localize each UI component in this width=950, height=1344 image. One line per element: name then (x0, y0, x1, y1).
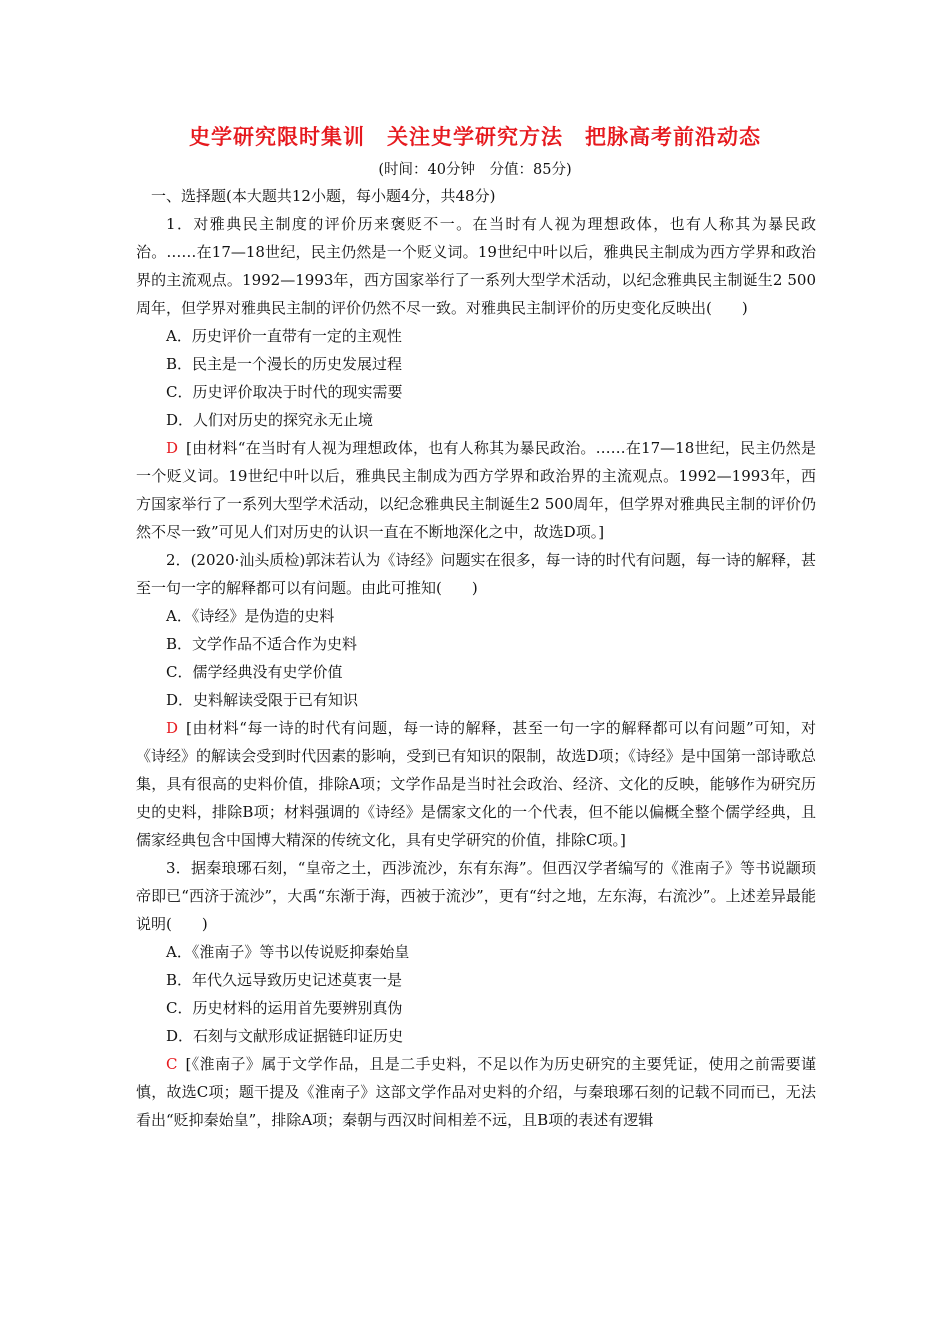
section-heading: 一、选择题(本大题共12小题，每小题4分，共48分) (151, 187, 496, 205)
question-3-option-c: C．历史材料的运用首先要辨别真伪 (166, 999, 403, 1017)
question-1-option-d: D．人们对历史的探究永无止境 (166, 411, 374, 429)
question-2-answer (136, 714, 816, 854)
page-title: 史学研究限时集训 关注史学研究方法 把脉高考前沿动态 (189, 124, 761, 149)
question-3-option-b: B．年代久远导致历史记述莫衷一是 (166, 971, 403, 989)
question-3-answer (136, 1050, 816, 1134)
question-2-option-b: B．文学作品不适合作为史料 (166, 635, 358, 653)
question-2-option-a: A．《诗经》是伪造的史料 (166, 607, 335, 625)
question-2-option-c: C．儒学经典没有史学价值 (166, 663, 343, 681)
answer-explanation: [由材料“在当时有人视为理想政体，也有人称其为暴民政治。……在17—18世纪，民主仍然是一个贬义词。19世纪中叶以后，雅典民主制成为西方学界和政治界的主流观点。1992—1993年，西方国家举行了一系列大型学术活动，以纪念雅典民主制诞生2 500周年，但学界对雅典民主制的评价仍然不尽一致”可见人们对历史的认识一直在不断地深化之中，故选D项。] (136, 439, 816, 541)
question-3-stem: 3．据秦琅琊石刻，“皇帝之土，西涉流沙，东有东海”。但西汉学者编写的《淮南子》等书说颛顼帝即已“西济于流沙”，大禹“东渐于海，西被于流沙”，更有“纣之地，左东海，右流沙”。上述差异最能说明( ) (136, 859, 816, 933)
answer-letter: D (166, 719, 179, 737)
question-1-stem: 1．对雅典民主制度的评价历来褒贬不一。在当时有人视为理想政体，也有人称其为暴民政治。……在17—18世纪，民主仍然是一个贬义词。19世纪中叶以后，雅典民主制成为西方学界和政治界的主流观点。1992—1993年，西方国家举行了一系列大型学术活动，以纪念雅典民主制诞生2 500周年，但学界对雅典民主制的评价仍然不尽一致。对雅典民主制评价的历史变化反映出( ) (136, 215, 816, 317)
question-1-option-b: B．民主是一个漫长的历史发展过程 (166, 355, 403, 373)
answer-explanation: [由材料“每一诗的时代有问题，每一诗的解释，甚至一句一字的解释都可以有问题”可知，对《诗经》的解读会受到时代因素的影响，受到已有知识的限制，故选D项；《诗经》是中国第一部诗歌总集，具有很高的史料价值，排除A项；文学作品是当时社会政治、经济、文化的反映，能够作为研究历史的史料，排除B项；材料强调的《诗经》是儒家文化的一个代表，但不能以偏概全整个儒学经典，且儒家经典包含中国博大精深的传统文化，具有史学研究的价值，排除C项。] (136, 719, 816, 849)
question-1-answer (136, 434, 816, 546)
question-1-option-a: A．历史评价一直带有一定的主观性 (166, 327, 402, 345)
document-body (136, 182, 816, 1134)
answer-explanation: [《淮南子》属于文学作品，且是二手史料，不足以作为历史研究的主要凭证，使用之前需要谨慎，故选C项；题干提及《淮南子》这部文学作品对史料的介绍，与秦琅琊石刻的记载不同而已，无法看出“贬抑秦始皇”，排除A项；秦朝与西汉时间相差不远，且B项的表述有逻辑 (136, 1055, 816, 1129)
exam-info: (时间：40分钟 分值：85分) (378, 162, 572, 178)
question-2-stem: 2．(2020·汕头质检)郭沫若认为《诗经》问题实在很多，每一诗的时代有问题，每一诗的解释，甚至一句一字的解释都可以有问题。由此可推知( ) (136, 551, 816, 597)
answer-letter: D (166, 439, 179, 457)
question-3-option-d: D．石刻与文献形成证据链印证历史 (166, 1027, 404, 1045)
question-1-option-c: C．历史评价取决于时代的现实需要 (166, 383, 403, 401)
question-2-option-d: D．史料解读受限于已有知识 (166, 691, 359, 709)
answer-letter: C (166, 1055, 178, 1073)
question-3-option-a: A．《淮南子》等书以传说贬抑秦始皇 (166, 943, 410, 961)
